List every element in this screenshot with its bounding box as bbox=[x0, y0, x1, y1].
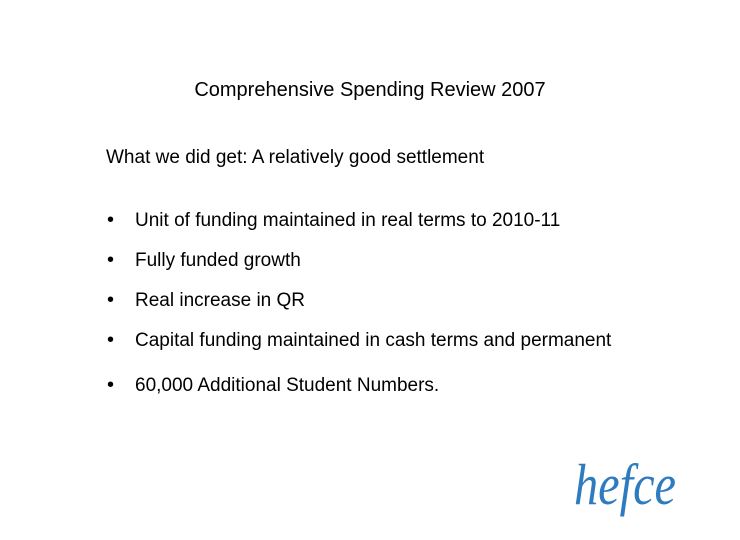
bullet-text: Unit of funding maintained in real terms to 2010-11 bbox=[135, 210, 561, 231]
bullet-item bbox=[106, 288, 666, 313]
bullet-text: Fully funded growth bbox=[135, 250, 301, 271]
bullet-item bbox=[106, 208, 666, 233]
bullet-text: Capital funding maintained in cash terms and permanent bbox=[135, 330, 612, 351]
bullet-icon: • bbox=[107, 374, 115, 396]
logo-wordmark: hefce bbox=[574, 452, 676, 517]
bullet-item bbox=[106, 373, 666, 398]
bullet-text: Real increase in QR bbox=[135, 290, 306, 311]
bullet-item bbox=[106, 248, 666, 273]
bullet-item bbox=[106, 328, 666, 353]
bullet-icon: • bbox=[107, 249, 115, 271]
bullet-icon: • bbox=[107, 289, 115, 311]
bullet-list bbox=[106, 208, 666, 413]
bullet-text: 60,000 Additional Student Numbers. bbox=[135, 375, 440, 396]
slide-title: Comprehensive Spending Review 2007 bbox=[194, 79, 546, 101]
bullet-icon: • bbox=[107, 329, 115, 351]
hefce-logo bbox=[570, 444, 680, 532]
slide-subtitle: What we did get: A relatively good settlement bbox=[106, 147, 485, 168]
bullet-icon: • bbox=[107, 209, 115, 231]
